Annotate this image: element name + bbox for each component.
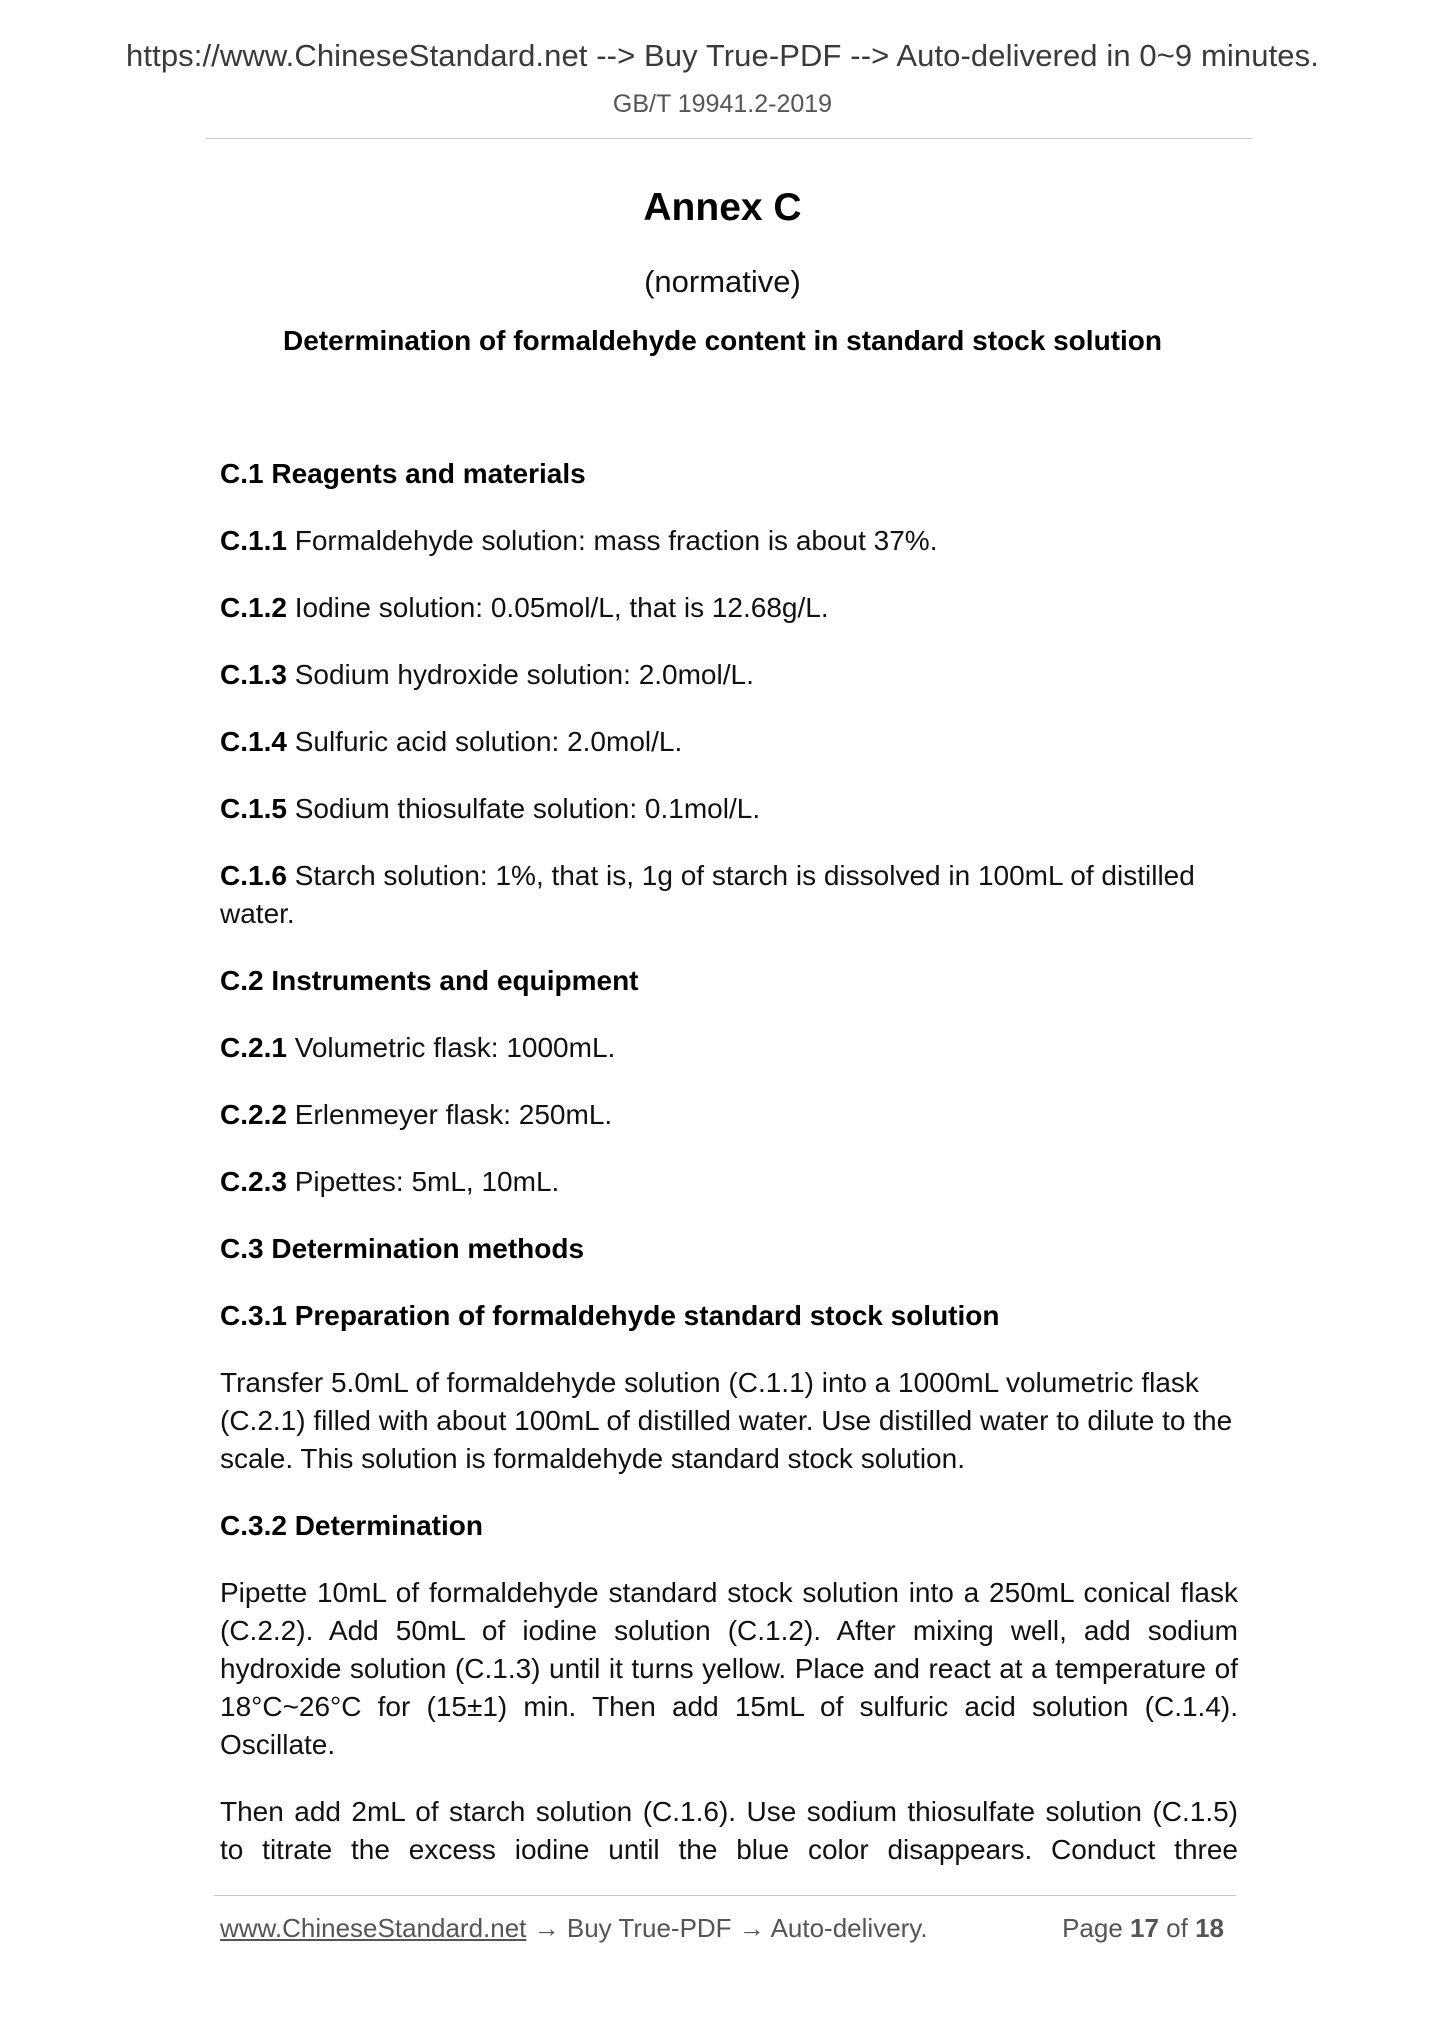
clause-text: Formaldehyde solution: mass fraction is about 37%. [286,525,938,556]
subsection-heading-c3-2: C.3.2 Determination [220,1510,483,1541]
clause-c-1-5 [220,790,1238,828]
clause-text: Starch solution: 1%, that is, 1g of starch is dissolved in 100mL of distilled water. [220,860,1195,929]
source-banner: https://www.ChineseStandard.net --> Buy True-PDF --> Auto-delivered in 0~9 minutes. [126,38,1319,73]
clause-number: C.1.3 [220,659,287,690]
page-indicator [1062,1913,1224,1944]
clause-text: Erlenmeyer flask: 250mL. [286,1099,613,1130]
footer-site-link[interactable]: www.ChineseStandard.net [220,1913,527,1943]
paragraph-c3-2-b: Then add 2mL of starch solution (C.1.6). Use sodium thiosulfate solution (C.1.5) to titrate the excess iodine until the blue color disappears. Conduct three [220,1796,1238,1865]
footer-source [220,1913,928,1944]
clause-c-2-2 [220,1096,1238,1134]
footer-delivery-text: → Buy True-PDF → Auto-delivery. [526,1913,928,1943]
clause-text: Sodium thiosulfate solution: 0.1mol/L. [286,793,761,824]
clause-number: C.1.6 [220,860,287,891]
page-current: 17 [1130,1913,1159,1943]
paragraph-c3-2-a: Pipette 10mL of formaldehyde standard stock solution into a 250mL conical flask (C.2.2). Add 50mL of iodine solution (C.1.2). After mixing well, add sodium hydroxide solution (C.1.3) until it turns yellow. Place and react at a temperature of 18°C~26°C for (15±1) min. Then add 15mL of sulfuric acid solution (C.1.4). Oscillate. [220,1577,1238,1760]
clause-text: Pipettes: 5mL, 10mL. [286,1166,560,1197]
page-of-label: of [1158,1913,1196,1943]
header-divider [206,138,1252,139]
page-total: 18 [1195,1913,1224,1943]
clause-text: Sulfuric acid solution: 2.0mol/L. [286,726,683,757]
clause-number: C.1.5 [220,793,287,824]
section-heading-c1: C.1 Reagents and materials [220,458,586,489]
paragraph-c3-1: Transfer 5.0mL of formaldehyde solution (C.1.1) into a 1000mL volumetric flask (C.2.1) filled with about 100mL of distilled water. Use distilled water to dilute to the scale. This solution is formaldehyde standard stock solution. [220,1367,1233,1474]
footer-divider [214,1895,1236,1896]
clause-number: C.1.1 [220,525,287,556]
subsection-heading-c3-1: C.3.1 Preparation of formaldehyde standard stock solution [220,1300,1000,1331]
clause-c-1-3 [220,656,1238,694]
clause-c-2-3 [220,1163,1238,1201]
clause-c-2-1 [220,1029,1238,1067]
clause-number: C.1.4 [220,726,287,757]
annex-subtitle: (normative) [644,264,801,299]
clause-c-1-2 [220,589,1238,627]
section-heading-c3: C.3 Determination methods [220,1233,585,1264]
page-label: Page [1062,1913,1131,1943]
clause-text: Iodine solution: 0.05mol/L, that is 12.68g/L. [286,592,829,623]
clause-c-1-6 [220,857,1238,933]
clause-text: Volumetric flask: 1000mL. [286,1032,616,1063]
clause-text: Sodium hydroxide solution: 2.0mol/L. [286,659,754,690]
document-body [220,455,1238,1898]
clause-number: C.1.2 [220,592,287,623]
annex-heading: Determination of formaldehyde content in standard stock solution [283,325,1162,356]
page-footer [220,1913,1230,1949]
section-heading-c2: C.2 Instruments and equipment [220,965,639,996]
clause-number: C.2.3 [220,1166,287,1197]
clause-c-1-4 [220,723,1238,761]
annex-title: Annex C [643,186,802,229]
standard-code: GB/T 19941.2-2019 [612,90,833,118]
clause-number: C.2.2 [220,1099,287,1130]
clause-c-1-1 [220,522,1238,560]
clause-number: C.2.1 [220,1032,287,1063]
